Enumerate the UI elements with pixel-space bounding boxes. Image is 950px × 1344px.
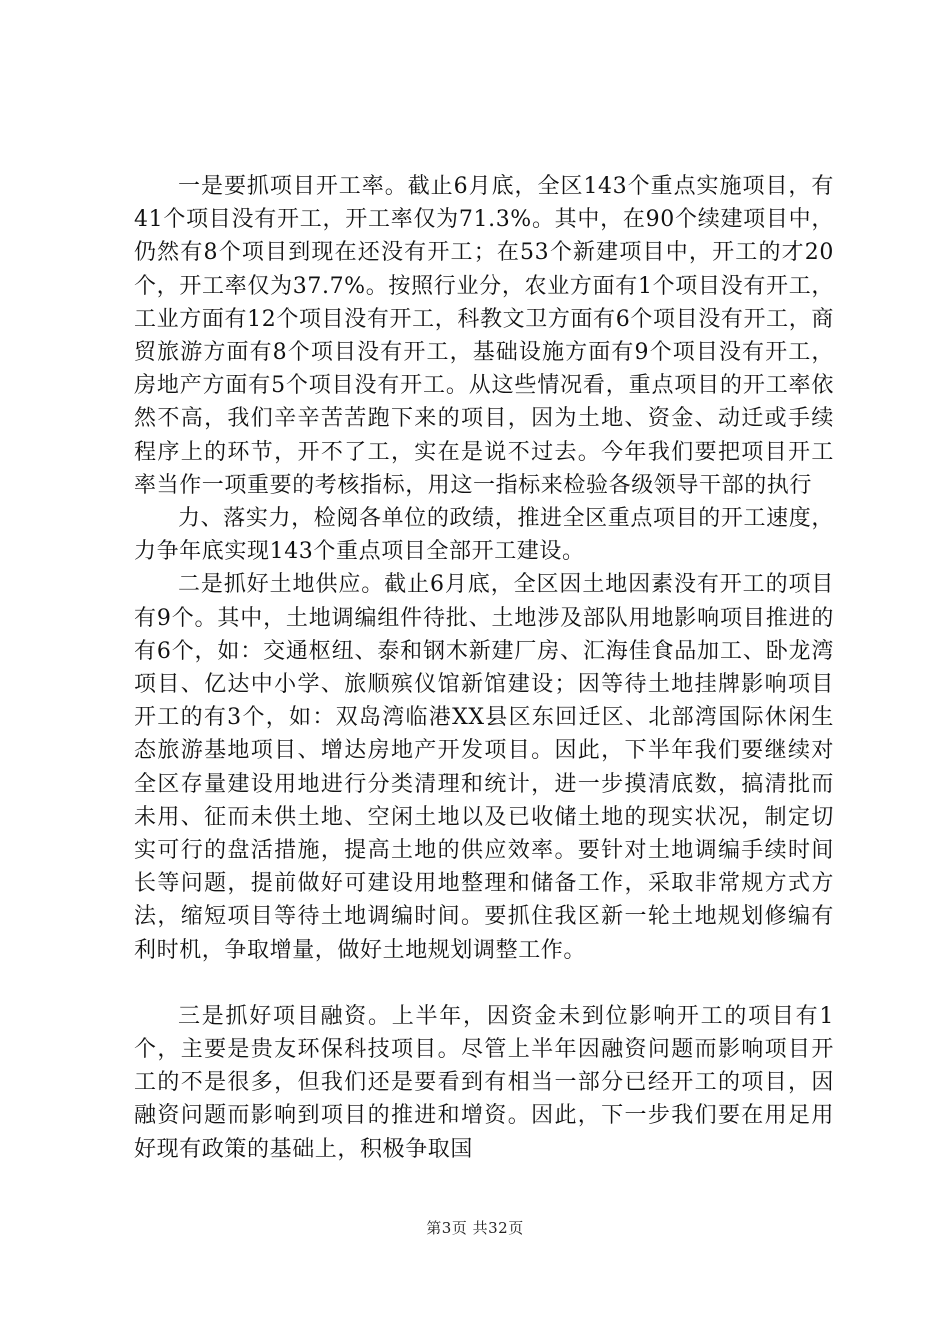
paragraph-start-rate-continued: 力、落实力，检阅各单位的政绩，推进全区重点项目的开工速度，力争年底实现143个重点项目全部开工建设。 <box>134 506 834 565</box>
paragraph-gap <box>134 967 834 1000</box>
document-body <box>134 170 834 1166</box>
paragraph-financing: 三是抓好项目融资。上半年，因资金未到位影响开工的项目有1个，主要是贵友环保科技项目。尽管上半年因融资问题而影响项目开工的不是很多，但我们还是要看到有相当一部分已经开工的项目，因融资问题而影响到项目的推进和增资。因此，下一步我们要在用足用好现有政策的基础上，积极争取国 <box>134 1003 834 1162</box>
paragraph-start-rate: 一是要抓项目开工率。截止6月底，全区143个重点实施项目，有41个项目没有开工，开工率仅为71.3%。其中，在90个续建项目中，仍然有8个项目到现在还没有开工；在53个新建项目中，开工的才20个，开工率仅为37.7%。按照行业分，农业方面有1个项目没有开工，工业方面有12个项目没有开工，科教文卫方面有6个项目没有开工，商贸旅游方面有8个项目没有开工，基础设施方面有9个项目没有开工，房地产方面有5个项目没有开工。从这些情况看，重点项目的开工率依然不高，我们辛辛苦苦跑下来的项目，因为土地、资金、动迁或手续程序上的环节，开不了工，实在是说不过去。今年我们要把项目开工率当作一项重要的考核指标，用这一指标来检验各级领导干部的执行 <box>134 174 834 498</box>
paragraph-land-supply: 二是抓好土地供应。截止6月底，全区因土地因素没有开工的项目有9个。其中，土地调编组件待批、土地涉及部队用地影响项目推进的有6个，如：交通枢纽、泰和钢木新建厂房、汇海佳食品加工、卧龙湾项目、亿达中小学、旅顺殡仪馆新馆建设；因等待土地挂牌影响项目开工的有3个，如：双岛湾临港XX县区东回迁区、北部湾国际休闲生态旅游基地项目、增达房地产开发项目。因此，下半年我们要继续对全区存量建设用地进行分类清理和统计，进一步摸清底数，搞清批而未用、征而未供土地、空闲土地以及已收储土地的现实状况，制定切实可行的盘活措施，提高土地的供应效率。要针对土地调编手续时间长等问题，提前做好可建设用地整理和储备工作，采取非常规方式方法，缩短项目等待土地调编时间。要抓住我区新一轮土地规划修编有利时机，争取增量，做好土地规划调整工作。 <box>134 572 834 963</box>
page-number-footer: 第3页 共32页 <box>426 1219 524 1237</box>
